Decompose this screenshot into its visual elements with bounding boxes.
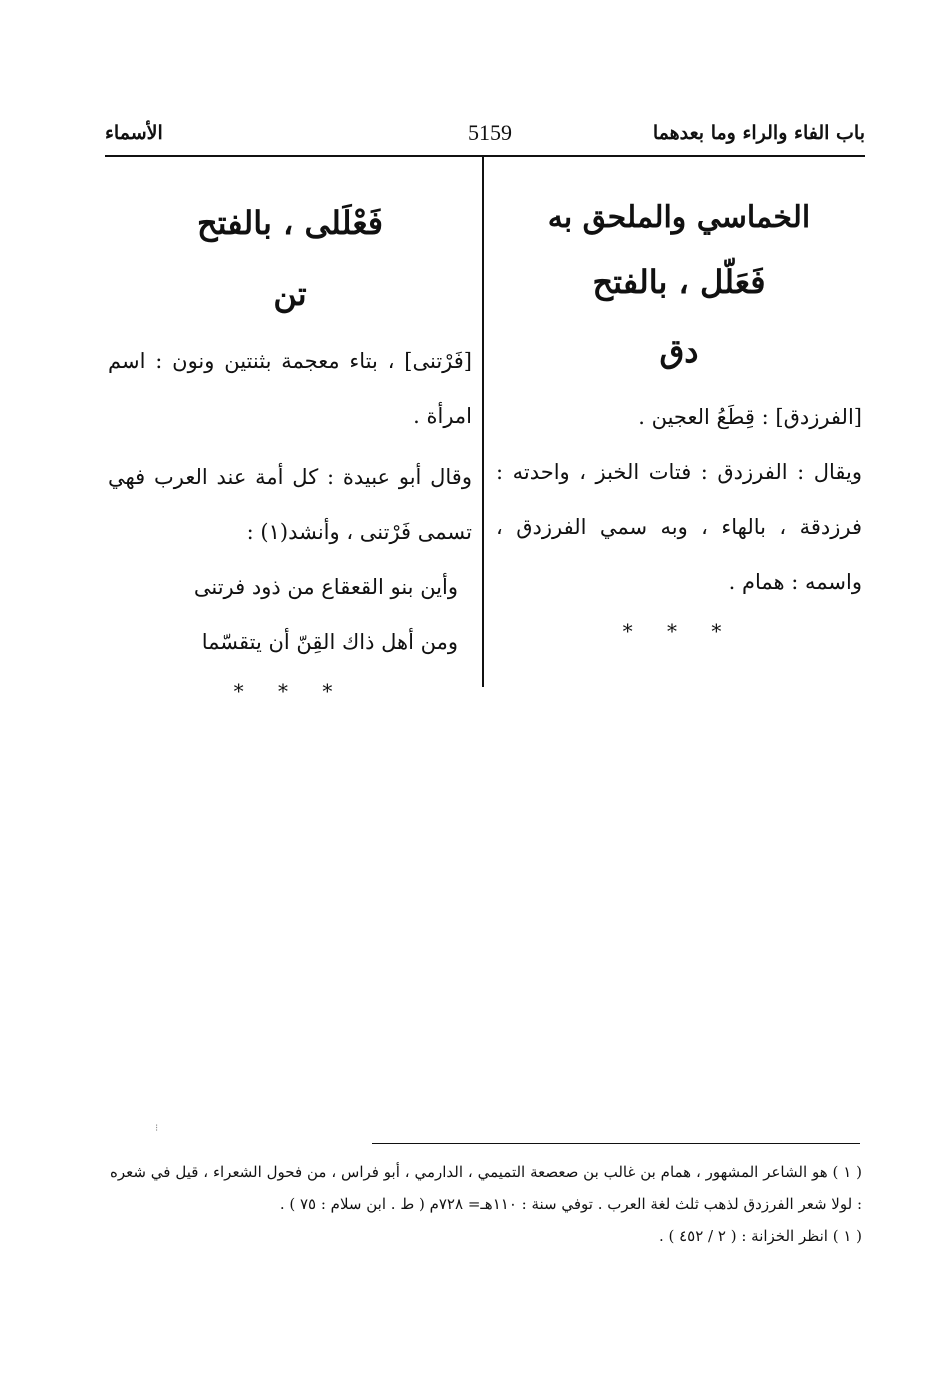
scan-speck: ⁝ [155,1123,159,1134]
header-chapter-title: باب الفاء والراء وما بعدهما [652,122,865,144]
column-divider [482,157,484,687]
right-heading-pattern: فَعَلّل ، بالفتح [592,263,766,301]
right-column [496,190,862,646]
footnote-rule [372,1143,860,1144]
header-rule [105,155,865,157]
section-separator-stars: * * * [622,619,736,643]
footnote-1: ( ١ ) هو الشاعر المشهور ، همام بن غالب بن صعصعة التميمي ، الدارمي ، أبو فراس ، من فحول الشعراء ، قيل في شعره : لولا شعر الفرزدق لذهب ثلث لغة العرب . توفي سنة : ١١٠هـ= ٧٢٨م ( ط . ابن سلام : ٧٥ ) . [110,1163,862,1213]
footnotes [110,1156,862,1252]
verse-line-2: ومن أهل ذاك القِنّ أن يتقسّما [201,630,458,654]
left-column [108,190,472,706]
right-entry-paragraph: ويقال : الفرزدق : فتات الخبز ، واحدته : فرزدقة ، بالهاء ، وبه سمي الفرزدق ، واسمه : همام . [496,460,862,594]
left-heading-root: تن [273,275,307,313]
right-heading-section: الخماسي والملحق به [547,200,811,235]
header-section-title: الأسماء [105,122,163,144]
right-heading-root: دق [659,332,699,370]
left-entry-paragraph: وقال أبو عبيدة : كل أمة عند العرب فهي تسمى فَرْتنى ، وأنشد(١) : [108,465,472,544]
left-entry-definition: [فَرْتنى] ، بتاء معجمة بثنتين ونون : اسم امرأة . [108,349,472,428]
page-header [105,118,865,154]
left-heading-pattern: فَعْلَلى ، بالفتح [196,204,384,242]
footnote-2: ( ١ ) انظر الخزانة : ( ٢ / ٤٥٢ ) . [658,1227,862,1245]
verse-line-1: وأين بنو القعقاع من ذود فرتنى [193,575,458,599]
page-number: 5159 [468,120,512,145]
section-separator-stars: * * * [233,679,347,703]
right-entry-definition: [الفرزدق] : قِطَعُ العجين . [638,405,862,429]
